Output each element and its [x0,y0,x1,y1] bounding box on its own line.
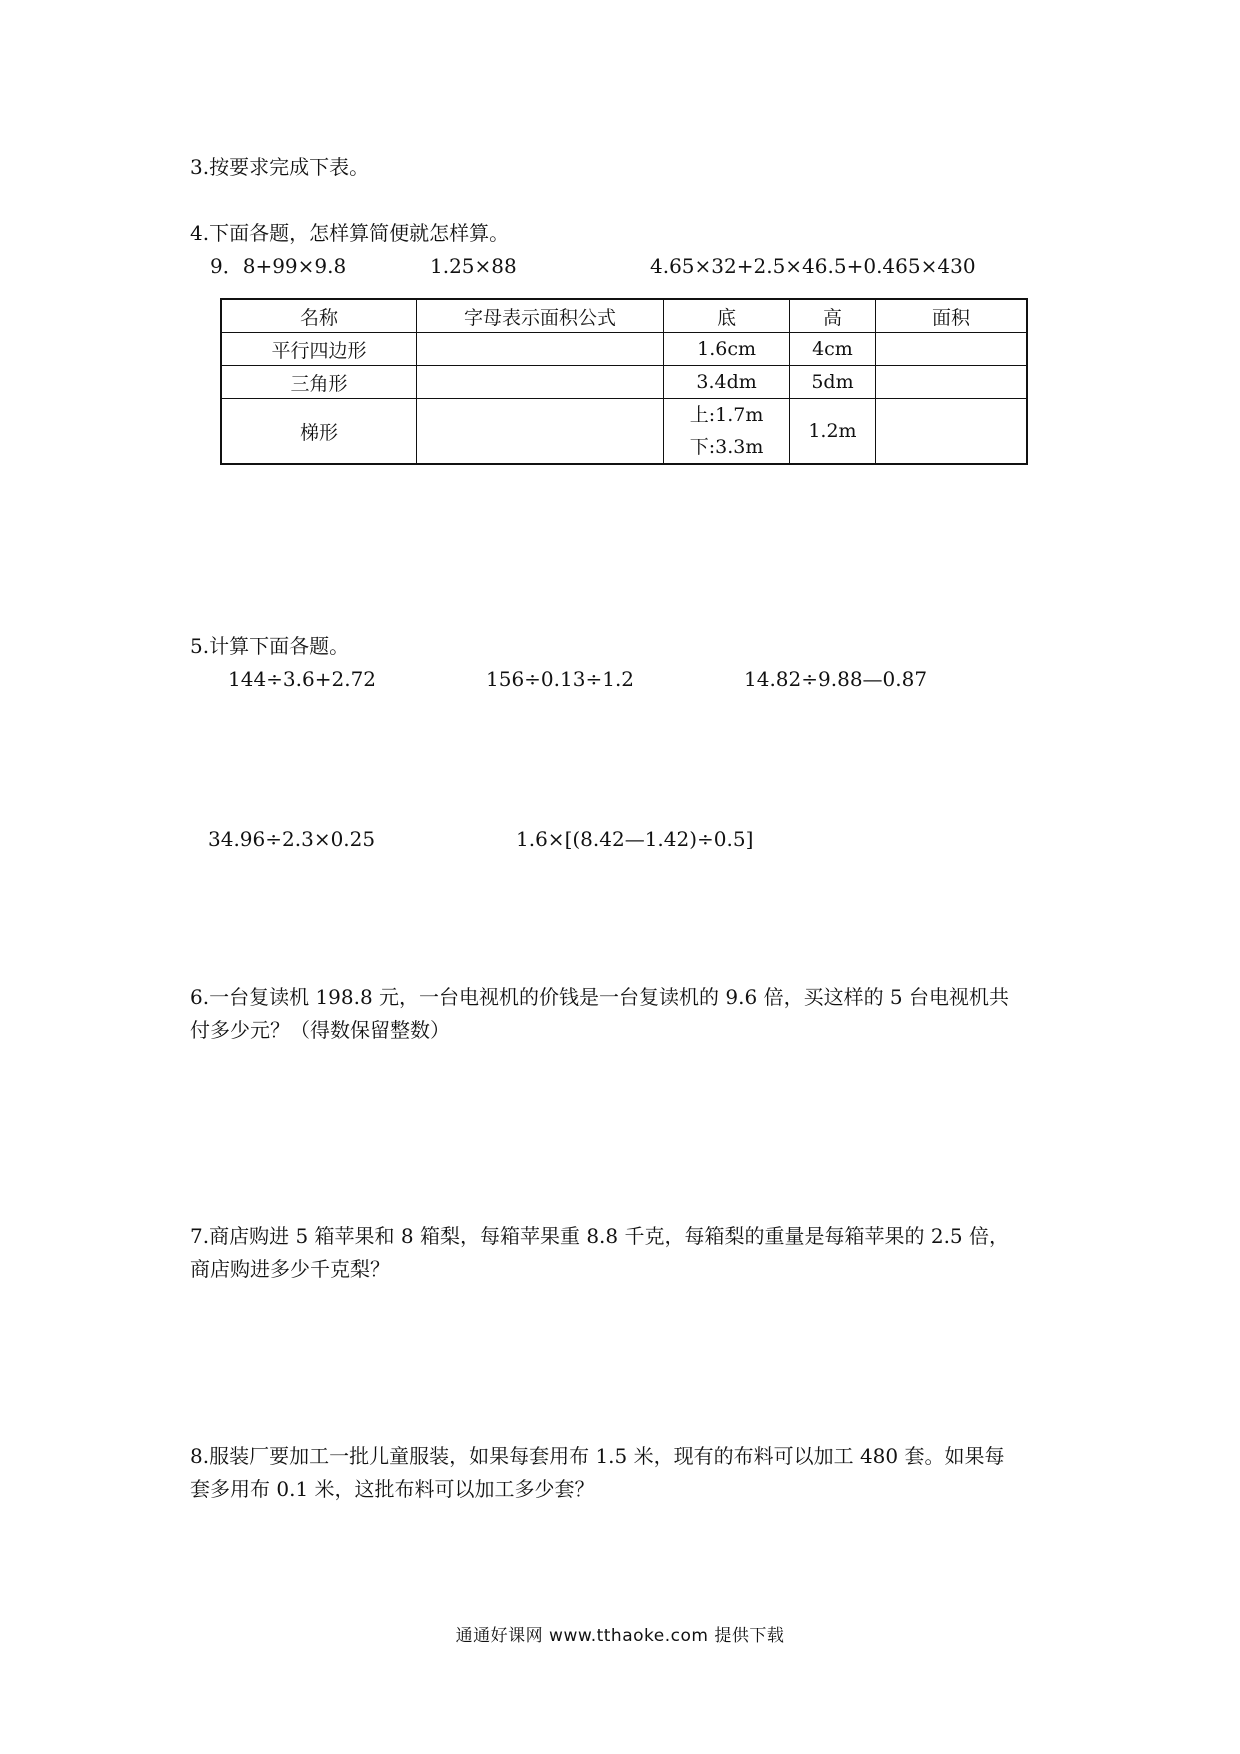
header-height: 高 [790,299,876,333]
q5-item-4: 34.96÷2.3×0.25 [208,827,376,851]
cell-formula[interactable] [416,333,663,366]
question-3: 3.按要求完成下表。 [190,155,370,179]
cell-formula[interactable] [416,399,663,465]
header-formula: 字母表示面积公式 [416,299,663,333]
question-7-line-2: 商店购进多少千克梨？ [190,1257,390,1281]
q4-item-1: 9．8+99×9.8 [210,254,347,278]
cell-height: 1.2m [790,399,876,465]
question-5: 5.计算下面各题。 [190,634,350,658]
q5-item-1: 144÷3.6+2.72 [228,667,377,691]
cell-base [664,399,790,465]
cell-area[interactable] [875,399,1027,465]
cell-area[interactable] [875,366,1027,399]
question-8-line-2: 套多用布 0.1 米，这批布料可以加工多少套？ [190,1477,595,1501]
cell-base: 3.4dm [664,366,790,399]
table-row [221,366,1027,399]
area-formula-table [220,298,1028,465]
base-top: 上:1.7m [689,404,764,426]
table-row [221,399,1027,465]
cell-base: 1.6cm [664,333,790,366]
table-header-row [221,299,1027,333]
question-4: 4.下面各题，怎样算简便就怎样算。 [190,221,510,245]
header-name: 名称 [221,299,416,333]
cell-name: 梯形 [221,399,416,465]
cell-height: 5dm [790,366,876,399]
footer-credit: 通通好课网 www.tthaoke.com 提供下载 [455,1626,785,1646]
table-row [221,333,1027,366]
header-area: 面积 [875,299,1027,333]
header-base: 底 [664,299,790,333]
cell-name: 三角形 [221,366,416,399]
cell-height: 4cm [790,333,876,366]
q5-item-5: 1.6×[(8.42—1.42)÷0.5] [516,827,754,851]
base-bottom: 下:3.3m [689,436,764,458]
q5-item-3: 14.82÷9.88—0.87 [744,667,928,691]
question-6-line-1: 6.一台复读机 198.8 元，一台电视机的价钱是一台复读机的 9.6 倍，买这样的 5 台电视机共 [190,985,1010,1009]
q4-item-3: 4.65×32+2.5×46.5+0.465×430 [650,254,976,278]
question-8-line-1: 8.服装厂要加工一批儿童服装，如果每套用布 1.5 米，现有的布料可以加工 480 套。如果每 [190,1444,1005,1468]
question-6-line-2: 付多少元？（得数保留整数） [190,1018,450,1042]
q5-item-2: 156÷0.13÷1.2 [486,667,635,691]
question-7-line-1: 7.商店购进 5 箱苹果和 8 箱梨，每箱苹果重 8.8 千克，每箱梨的重量是每箱苹果的 2.5 倍， [190,1224,1010,1248]
cell-area[interactable] [875,333,1027,366]
q4-item-2: 1.25×88 [430,254,517,278]
cell-name: 平行四边形 [221,333,416,366]
cell-formula[interactable] [416,366,663,399]
